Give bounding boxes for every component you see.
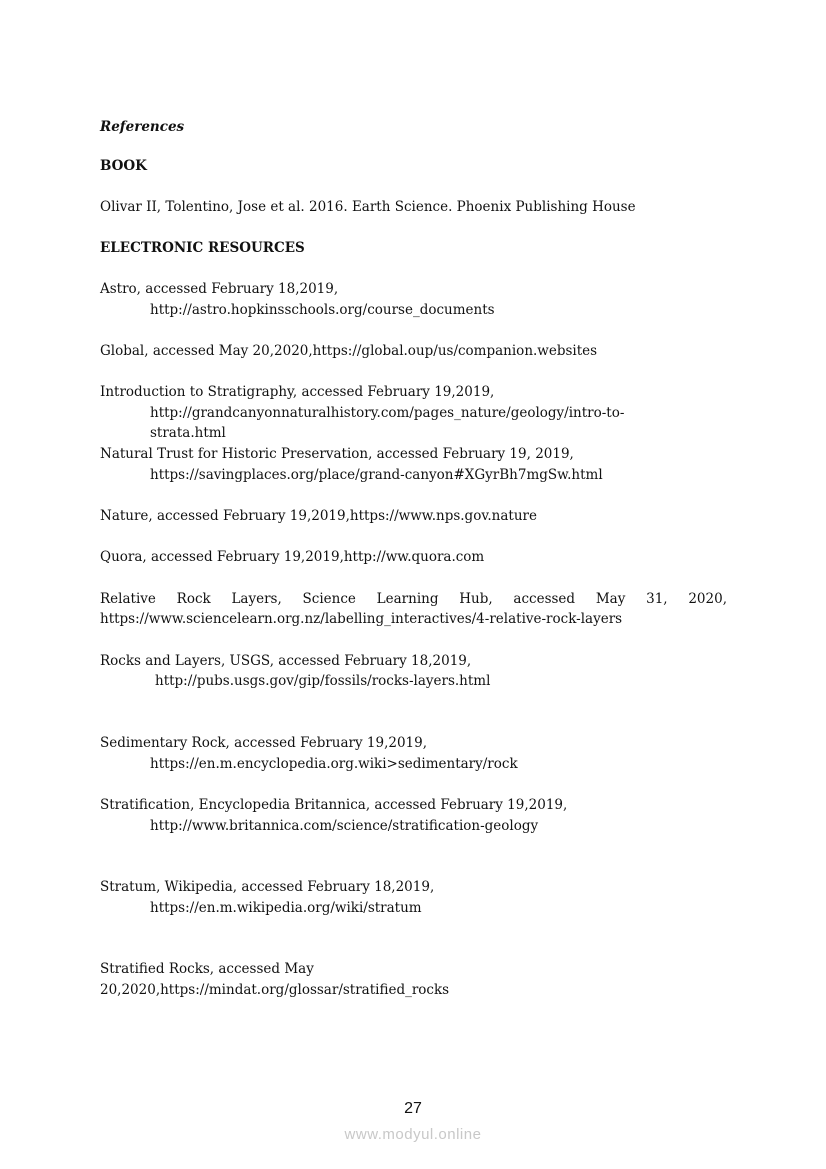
electronic-resources-heading: ELECTRONIC RESOURCES bbox=[100, 240, 305, 256]
reference-entry-stratified-rocks: Stratified Rocks, accessed May bbox=[100, 961, 314, 977]
reference-entry-sedimentary-rock: Sedimentary Rock, accessed February 19,2019, bbox=[100, 735, 428, 751]
reference-entry-stratigraphy: Introduction to Stratigraphy, accessed February 19,2019, bbox=[100, 384, 495, 400]
reference-entry-global: Global, accessed May 20,2020,https://global.oup/us/companion.websites bbox=[100, 343, 598, 359]
reference-url: https://en.m.encyclopedia.org.wiki>sedimentary/rock bbox=[150, 756, 518, 772]
reference-entry-stratum: Stratum, Wikipedia, accessed February 18,2019, bbox=[100, 879, 435, 895]
reference-url: https://savingplaces.org/place/grand-canyon#XGyrBh7mgSw.html bbox=[150, 467, 603, 483]
watermark: www.modyul.online bbox=[344, 1126, 482, 1143]
book-heading: BOOK bbox=[100, 158, 147, 174]
reference-entry-astro: Astro, accessed February 18,2019, bbox=[100, 281, 339, 297]
reference-url: https://www.sciencelearn.org.nz/labelling_interactives/4-relative-rock-layers bbox=[100, 611, 623, 627]
reference-url: http://astro.hopkinsschools.org/course_documents bbox=[150, 302, 495, 318]
reference-url: 20,2020,https://mindat.org/glossar/stratified_rocks bbox=[100, 982, 450, 998]
reference-entry-quora: Quora, accessed February 19,2019,http://ww.quora.com bbox=[100, 549, 485, 565]
page-number: 27 bbox=[404, 1100, 422, 1117]
reference-entry-natural-trust: Natural Trust for Historic Preservation, accessed February 19, 2019, bbox=[100, 446, 574, 462]
book-entry: Olivar II, Tolentino, Jose et al. 2016. Earth Science. Phoenix Publishing House bbox=[100, 199, 636, 215]
reference-url: http://www.britannica.com/science/stratification-geology bbox=[150, 818, 539, 834]
reference-url: strata.html bbox=[150, 425, 226, 441]
references-title: References bbox=[100, 119, 185, 135]
reference-entry-rocks-and-layers: Rocks and Layers, USGS, accessed February 18,2019, bbox=[100, 653, 472, 669]
reference-url: http://pubs.usgs.gov/gip/fossils/rocks-layers.html bbox=[155, 673, 491, 689]
reference-entry-nature: Nature, accessed February 19,2019,https://www.nps.gov.nature bbox=[100, 508, 537, 524]
reference-url: https://en.m.wikipedia.org/wiki/stratum bbox=[150, 900, 422, 916]
reference-entry-relative-rock-layers: Relative Rock Layers, Science Learning Hub, accessed May 31, 2020, bbox=[100, 591, 727, 607]
reference-entry-stratification: Stratification, Encyclopedia Britannica, accessed February 19,2019, bbox=[100, 797, 568, 813]
reference-url: http://grandcanyonnaturalhistory.com/pages_nature/geology/intro-to- bbox=[150, 405, 625, 421]
